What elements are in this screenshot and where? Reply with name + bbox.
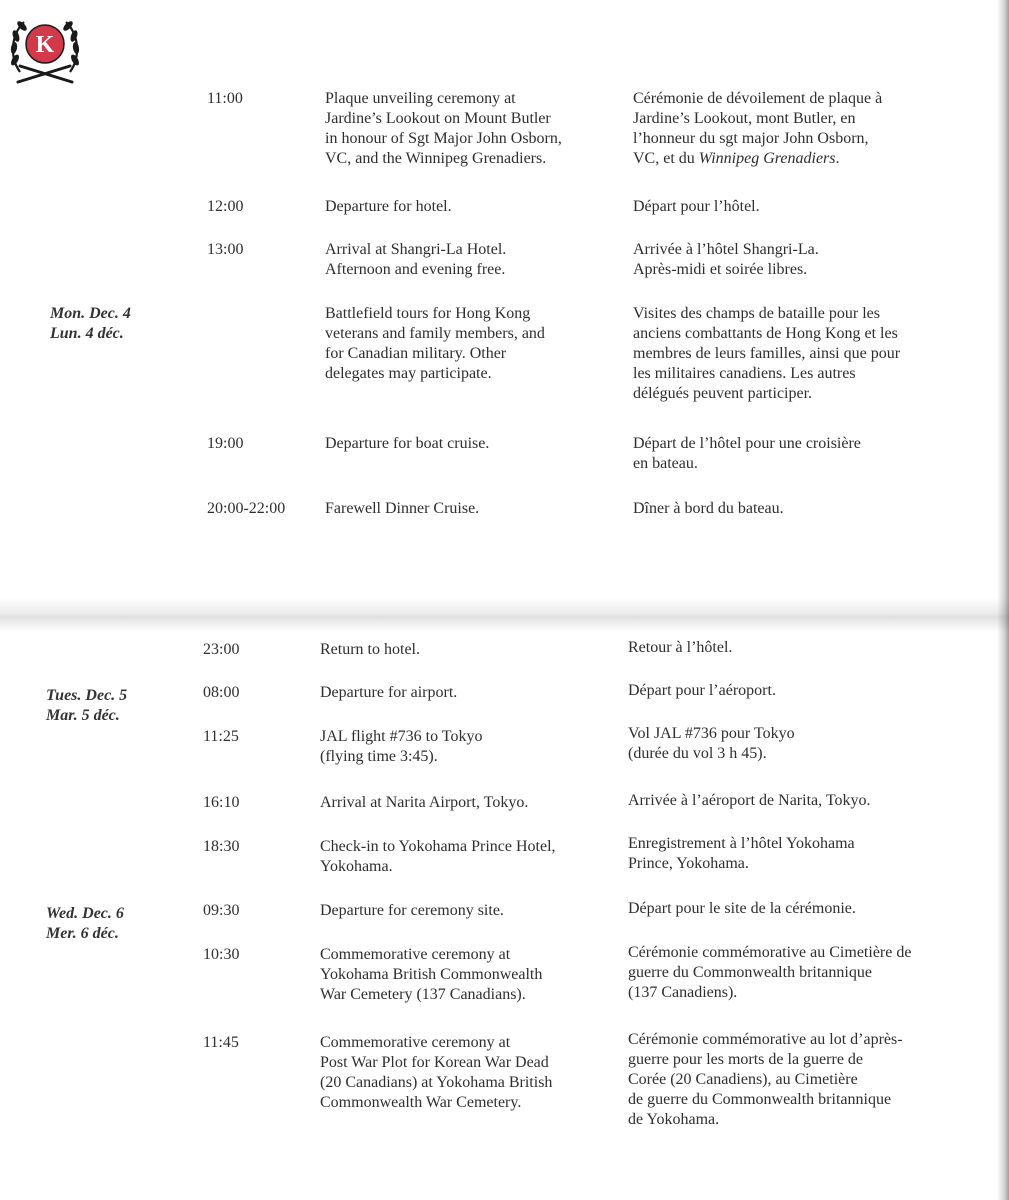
- schedule-time: 09:30: [203, 902, 240, 919]
- schedule-time: 10:30: [203, 946, 240, 963]
- day-label-en: Wed. Dec. 6: [46, 905, 124, 922]
- event-en: Farewell Dinner Cruise.: [325, 500, 480, 517]
- event-fr: Arrivée à l’aéroport de Narita, Tokyo.: [628, 792, 871, 809]
- day-label-fr: Mar. 5 déc.: [46, 707, 120, 724]
- event-fr: Dîner à bord du bateau.: [633, 500, 784, 517]
- event-fr: Cérémonie commémorative au Cimetière de guerre du Commonwealth britannique (137 Canadiens).: [628, 944, 912, 1001]
- day-label-fr: Mer. 6 déc.: [46, 925, 119, 942]
- italic-regiment-name: Winnipeg Grenadiers: [698, 150, 836, 167]
- event-fr: Cérémonie de dévoilement de plaque à Jardine’s Lookout, mont Butler, en l’honneur du sgt major John Osborn, VC, et du Winnipeg Grenadiers.: [633, 90, 883, 167]
- schedule-time: 12:00: [207, 198, 244, 215]
- k-wreath-logo: [6, 10, 84, 86]
- event-en: Check-in to Yokohama Prince Hotel, Yokohama.: [320, 838, 556, 875]
- event-en: Departure for airport.: [320, 684, 458, 701]
- schedule-time: 16:10: [203, 794, 240, 811]
- event-fr: Départ pour le site de la cérémonie.: [628, 900, 856, 917]
- event-en: Departure for hotel.: [325, 198, 452, 215]
- day-label-tues: [46, 686, 127, 726]
- event-fr: Départ pour l’aéroport.: [628, 682, 776, 699]
- day-label-fr: Lun. 4 déc.: [50, 325, 124, 342]
- event-fr: Vol JAL #736 pour Tokyo (durée du vol 3 h 45).: [628, 725, 795, 762]
- schedule-time: 19:00: [207, 435, 244, 452]
- event-fr: Cérémonie commémorative au lot d’après- guerre pour les morts de la guerre de Corée (20 Canadiens), au Cimetière de guerre du Commonwealth britannique de Yokohama.: [628, 1031, 903, 1128]
- day-label-en: Mon. Dec. 4: [50, 305, 131, 322]
- event-fr: Arrivée à l’hôtel Shangri-La. Après-midi et soirée libres.: [633, 241, 819, 278]
- paper-fold-shadow: [0, 598, 1009, 632]
- event-fr: Visites des champs de bataille pour les anciens combattants de Hong Kong et les membres de leurs familles, ainsi que pour les militaires canadiens. Les autres délégués peuvent participer.: [633, 305, 901, 402]
- day-label-en: Tues. Dec. 5: [46, 687, 128, 704]
- event-fr: Enregistrement à l’hôtel Yokohama Prince, Yokohama.: [628, 835, 855, 872]
- event-en: Commemorative ceremony at Post War Plot for Korean War Dead (20 Canadians) at Yokohama British Commonwealth War Cemetery.: [320, 1034, 553, 1111]
- day-label-wed: [46, 904, 124, 944]
- logo-letter: K: [35, 32, 55, 58]
- schedule-time: 20:00-22:00: [207, 500, 286, 517]
- schedule-time: 11:25: [203, 728, 239, 745]
- schedule-time: 23:00: [203, 641, 240, 658]
- paper-edge-shadow: [997, 0, 1009, 1200]
- event-en: Battlefield tours for Hong Kong veterans and family members, and for Canadian military. Other delegates may participate.: [325, 305, 545, 382]
- event-en: Arrival at Narita Airport, Tokyo.: [320, 794, 529, 811]
- schedule-time: 13:00: [207, 241, 244, 258]
- event-en: Return to hotel.: [320, 641, 420, 658]
- event-en: Arrival at Shangri-La Hotel. Afternoon and evening free.: [325, 241, 507, 278]
- schedule-time: 11:00: [207, 90, 243, 107]
- day-label-mon: [50, 304, 131, 344]
- event-en: Commemorative ceremony at Yokohama British Commonwealth War Cemetery (137 Canadians).: [320, 946, 543, 1003]
- schedule-time: 11:45: [203, 1034, 239, 1051]
- event-fr: Retour à l’hôtel.: [628, 639, 733, 656]
- schedule-time: 18:30: [203, 838, 240, 855]
- event-en: Plaque unveiling ceremony at Jardine’s Lookout on Mount Butler in honour of Sgt Major John Osborn, VC, and the Winnipeg Grenadiers.: [325, 90, 562, 167]
- event-en: Departure for ceremony site.: [320, 902, 504, 919]
- event-en: Departure for boat cruise.: [325, 435, 490, 452]
- event-fr: Départ pour l’hôtel.: [633, 198, 760, 215]
- event-fr: Départ de l’hôtel pour une croisière en bateau.: [633, 435, 861, 472]
- schedule-time: 08:00: [203, 684, 240, 701]
- event-en: JAL flight #736 to Tokyo (flying time 3:45).: [320, 728, 483, 765]
